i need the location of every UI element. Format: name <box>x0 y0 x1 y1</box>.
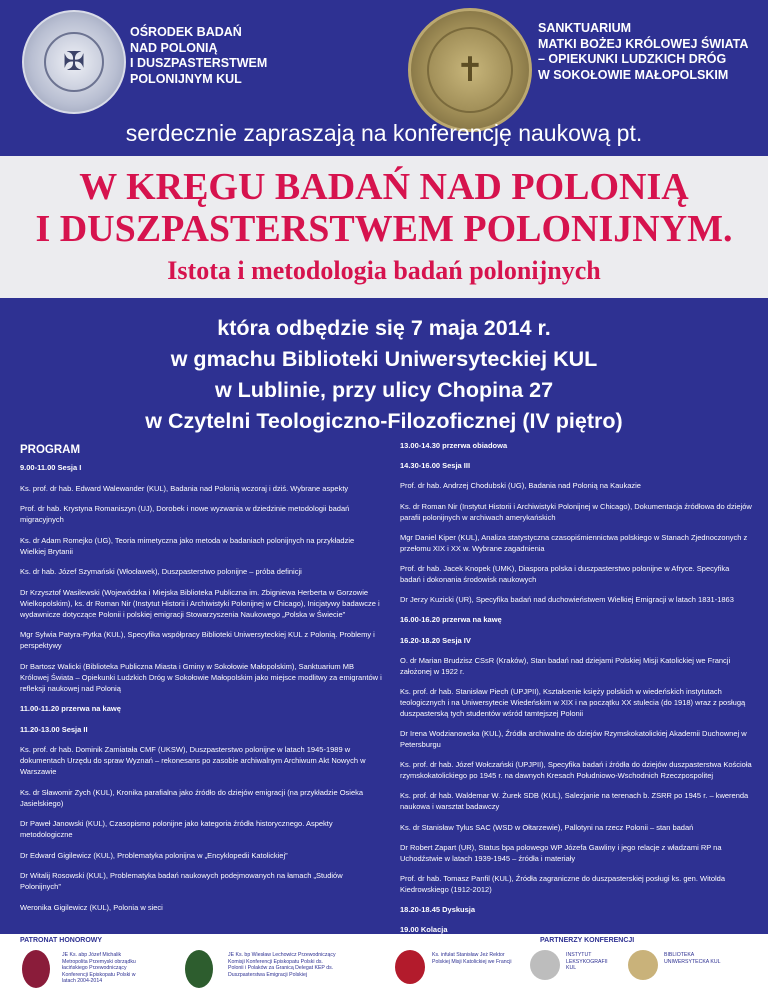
kul-seal-logo <box>22 10 126 114</box>
program-talk: Mgr Daniel Kiper (KUL), Analiza statystyczna czasopiśmiennictwa polskiego w Stanach Zjednoczonych z przełomu XIX i XX w. Wybrane zagadnienia <box>400 532 748 553</box>
venue-line: która odbędzie się 7 maja 2014 r. <box>217 316 551 340</box>
conference-subtitle: Istota i metodologia badań polonijnych <box>167 256 601 285</box>
madonna-icon: ✝ <box>427 27 513 113</box>
conference-title-line1: W KRĘGU BADAŃ NAD POLONIĄ <box>79 166 689 208</box>
header-right-line: MATKI BOŻEJ KRÓLOWEJ ŚWIATA <box>538 36 749 51</box>
partners-label: PARTNERZY KONFERENCJI <box>540 937 635 944</box>
program-session-heading: 11.00-11.20 przerwa na kawę <box>20 704 121 713</box>
program-talk: Ks. prof. dr hab. Józef Wołczański (UPJPII), Specyfika badań i źródła do dziejów duszpasterstwa Kościoła rzymskokatolickiego po 1945 r. na dawnych Kresach Południowo-Wschodnich Rzeczpospolitej <box>400 760 752 781</box>
program-talk: Dr Bartosz Walicki (Biblioteka Publiczna Miasta i Gminy w Sokołowie Małopolskim), Sanktuarium MB Królowej Świata – Opiekunki Ludzkich Dróg w Sokołowie Małopolskim jako miejsce modlitwy za emigrantów i refleksji naukowej nad Polonią <box>20 661 382 693</box>
venue-info <box>0 313 768 437</box>
program-session-heading: 16.20-18.20 Sesja IV <box>400 635 471 645</box>
program-heading: PROGRAM <box>20 444 81 456</box>
program-talk: Ks. dr hab. Józef Szymański (Włocławek), Duszpasterstwo polonijne – próba definicji <box>20 567 302 576</box>
program-talk: Prof. dr hab. Andrzej Chodubski (UG), Badania nad Polonią na Kaukazie <box>400 481 641 491</box>
bishop-coat-of-arms-icon <box>185 950 213 988</box>
patron-2: JE Ks. bp Wiesław Lechowicz Przewodniczący Komisji Konferencji Episkopatu Polski ds. Polonii i Polaków za Granicą Delegat KEP ds. Duszpasterstwa Emigracji Polskiej <box>228 952 336 978</box>
program-talk: Ks. prof. dr hab. Stanisław Piech (UPJPII), Kształcenie księży polskich w wiedeńskich instytutach teologicznych i na Uniwersytecie Wiedeńskim w XIX i na początku XX stulecia (do 1918) wraz z posługą duszpasterską tych studentów wśród tamtejszej Polonii <box>400 686 746 718</box>
program-session-heading: 11.20-13.00 Sesja II <box>20 724 88 734</box>
program-talk: Dr Paweł Janowski (KUL), Czasopismo polonijne jako kategoria źródła historycznego. Aspekty metodologiczne <box>20 819 333 839</box>
eagle-icon: ✠ <box>44 32 104 92</box>
program-session-heading: 18.20-18.45 Dyskusja <box>400 905 476 915</box>
program-talk: Weronika Gigilewicz (KUL), Polonia w sieci <box>20 902 163 912</box>
program-talk: Prof. dr hab. Tomasz Panfil (KUL), Źródła zagraniczne do duszpasterskiej posługi ks. gen. Witolda Kiedrowskiego (1912-2012) <box>400 874 726 894</box>
program-right-column <box>400 440 752 945</box>
program-talk: Ks. prof. dr hab. Edward Walewander (KUL), Badania nad Polonią wczoraj i dziś. Wybrane aspekty <box>20 483 349 493</box>
header-right-line: – OPIEKUNKI LUDZKICH DRÓG <box>538 52 727 66</box>
program-talk: Dr Krzysztof Wasilewski (Wojewódzka i Miejska Biblioteka Publiczna im. Zbigniewa Herberta w Gorzowie Wielkopolskim), ks. dr Roman Nir (Instytut Historii i Archiwistyki Polonijnej w Chicago), Inicjatywy badawcze i wydawnicze dotyczące Polonii i polskiej emigracji Stowarzyszenia Naukowego „Polska w Świecie” <box>20 587 380 619</box>
partner-1: Ks. infułat Stanisław Jeż Rektor Polskiej Misji Katolickiej we Francji <box>432 952 512 965</box>
header-right-line: SANKTUARIUM <box>538 21 632 35</box>
program-talk: Prof. dr hab. Jacek Knopek (UMK), Diaspora polska i duszpasterstwo polonijne w Afryce. Specyfika badań i dokonania środowisk naukowych <box>400 563 730 584</box>
program-session-heading: 9.00-11.00 Sesja I <box>20 463 82 472</box>
program-session-heading: 16.00-16.20 przerwa na kawę <box>400 615 502 625</box>
header-left-line: OŚRODEK BADAŃ <box>130 25 242 39</box>
invitation-line: serdecznie zapraszają na konferencję naukową pt. <box>125 120 643 146</box>
program-talk: Dr Witalij Rosowski (KUL), Problematyka badań naukowych podejmowanych na łamach „Studiów Polonijnych” <box>20 871 343 891</box>
library-logo-icon <box>628 950 658 980</box>
header-right-line: W SOKOŁOWIE MAŁOPOLSKIM <box>538 67 729 82</box>
mission-emblem-icon <box>395 950 425 984</box>
program-talk: Ks. dr Sławomir Zych (KUL), Kronika parafialna jako źródło do dziejów emigracji (na przykładzie Osieka Jasielskiego) <box>20 787 364 808</box>
program-session-heading: 13.00-14.30 przerwa obiadowa <box>400 441 508 450</box>
program-talk: Prof. dr hab. Krystyna Romaniszyn (UJ), Dorobek i nowe wyzwania w dziedzinie metodologii badań migracyjnych <box>20 504 350 524</box>
sanctuary-medal-logo <box>408 8 532 132</box>
program-talk: Ks. prof. dr hab. Waldemar W. Żurek SDB (KUL), Salezjanie na terenach b. ZSRR po 1945 r. – kwerenda naukowa i warsztat badawczy <box>400 791 749 812</box>
partner-3: BIBLIOTEKA UNIWERSYTECKA KUL <box>664 952 721 965</box>
program-talk: Ks. prof. dr hab. Dominik Zamiatała CMF (UKSW), Duszpasterstwo polonijne w latach 1945-1989 w dokumentach Urzędu do spraw Wyznań – rekonesans po zasobie archiwalnym Archiwum Akt Nowych w Warszawie <box>20 745 366 776</box>
organizer-left <box>130 25 267 87</box>
archbishop-coat-of-arms-icon <box>22 950 50 988</box>
program-session-heading: 14.30-16.00 Sesja III <box>400 461 471 471</box>
program-talk: Dr Irena Wodzianowska (KUL), Źródła archiwalne do dziejów Rzymskokatolickiej Akademii Duchownej w Petersburgu <box>400 729 747 750</box>
header-left-line: POLONIJNYM KUL <box>130 71 242 86</box>
program-talk: Dr Jerzy Kuzicki (UR), Specyfika badań nad duchowieństwem Wielkiej Emigracji w latach 1831-1863 <box>400 595 734 605</box>
venue-line: w Lublinie, przy ulicy Chopina 27 <box>214 378 554 402</box>
program-talk: Ks. dr Stanisław Tylus SAC (WSD w Ołtarzewie), Pallotyni na rzecz Polonii – stan badań <box>400 822 694 832</box>
venue-line: w Czytelni Teologiczno-Filozoficznej (IV piętro) <box>145 409 623 433</box>
header-left-line: NAD POLONIĄ <box>130 40 218 55</box>
program-talk: Dr Robert Zapart (UR), Status bpa polowego WP Józefa Gawliny i jego relacje z władzami RP na Uchodźstwie w latach 1939-1945 – źródła i materiały <box>400 842 722 863</box>
program-session-heading: 19.00 Kolacja <box>400 925 448 935</box>
program-left-column <box>20 445 382 922</box>
patronage-label: PATRONAT HONOROWY <box>20 937 103 944</box>
venue-line: w gmachu Biblioteki Uniwersyteckiej KUL <box>170 347 598 371</box>
program-talk: Ks. dr Adam Romejko (UG), Teoria mimetyczna jako metoda w badaniach polonijnych na przykładzie Wielkiej Brytanii <box>20 535 355 556</box>
lexicography-logo-icon <box>530 950 560 980</box>
partner-2: INSTYTUT LEKSYKOGRAFII KUL <box>566 952 608 971</box>
program-talk: O. dr Marian Brudzisz CSsR (Kraków), Stan badań nad dziejami Polskiej Misji Katolickiej we Francji założonej w 1922 r. <box>400 655 731 676</box>
program-talk: Ks. dr Roman Nir (Instytut Historii i Archiwistyki Polonijnej w Chicago), Dokumentacja źródłowa do dziejów parafii polonijnych w archiwach amerykańskich <box>400 501 752 522</box>
program-talk: Mgr Sylwia Patyra-Pytka (KUL), Specyfika współpracy Biblioteki Uniwersyteckiej KUL z Polonią. Problemy i perspektywy <box>20 630 375 650</box>
header-left-line: I DUSZPASTERSTWEM <box>130 56 268 70</box>
patron-1: JE Ks. abp Józef Michalik Metropolita Przemyski obrządku łacińskiego Przewodniczący Konferencji Episkopatu Polski w latach 2004-2014 <box>62 952 136 984</box>
organizer-right <box>538 21 748 83</box>
conference-title-line2: I DUSZPASTERSTWEM POLONIJNYM. <box>35 208 733 250</box>
program-talk: Dr Edward Gigilewicz (KUL), Problematyka polonijna w „Encyklopedii Katolickiej” <box>20 850 288 860</box>
